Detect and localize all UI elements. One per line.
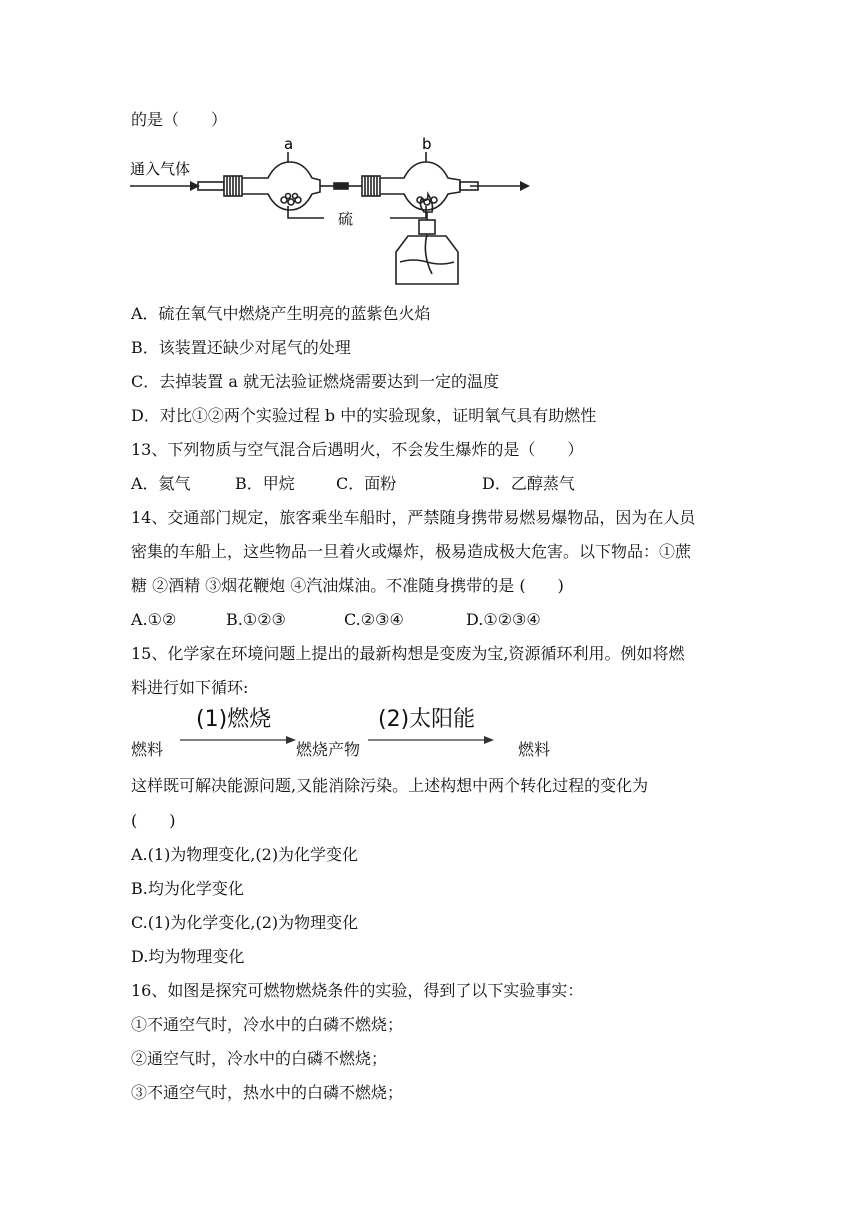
cycle-step2-label: (2)太阳能: [378, 707, 476, 732]
tube-a-label: a: [284, 135, 294, 153]
q16-stem: 16、如图是探究可燃物燃烧条件的实验，得到了以下实验事实：: [131, 981, 584, 1000]
q15-stem-line-1: 15、化学家在环境问题上提出的最新构想是变废为宝,资源循环利用。例如将燃: [131, 644, 685, 663]
q14-option-a: A.①②: [131, 610, 177, 629]
q16-fact-2: ②通空气时，冷水中的白磷不燃烧；: [131, 1049, 388, 1068]
q16-fact-1: ①不通空气时，冷水中的白磷不燃烧；: [131, 1015, 404, 1034]
q15-after-line-1: 这样既可解决能源问题,又能消除污染。上述构想中两个转化过程的变化为: [131, 776, 649, 795]
q15-option-b: B.均为化学变化: [131, 879, 244, 898]
q12-option-a: A．硫在氧气中燃烧产生明亮的蓝紫色火焰: [131, 304, 431, 323]
inlet-gas-label: 通入气体: [130, 160, 191, 178]
q15-stem-line-2: 料进行如下循环:: [131, 678, 249, 697]
q15-option-a: A.(1)为物理变化,(2)为化学变化: [131, 845, 359, 864]
q14-stem-line-3: 糖 ②酒精 ③烟花鞭炮 ④汽油煤油。不准随身携带的是 ( ): [131, 576, 564, 595]
q14-option-c: C.②③④: [344, 610, 404, 629]
q12-option-b: B．该装置还缺少对尾气的处理: [131, 338, 351, 357]
cycle-arrow-2: [368, 734, 498, 746]
combustion-apparatus-figure: [128, 134, 538, 294]
tube-b-label: b: [422, 135, 432, 153]
sulfur-label: 硫: [338, 210, 354, 228]
cycle-step1-label: (1)燃烧: [196, 707, 272, 732]
q12-stem-tail: 的是（ ）: [131, 110, 228, 129]
q13-option-d: D．乙醇蒸气: [482, 474, 575, 493]
q13-option-b: B．甲烷: [235, 474, 295, 493]
q13-option-c: C．面粉: [336, 474, 397, 493]
cycle-end-fuel: 燃料: [518, 740, 551, 759]
q14-stem-line-1: 14、交通部门规定，旅客乘坐车船时，严禁随身携带易燃易爆物品，因为在人员: [131, 508, 696, 527]
q15-option-d: D.均为物理变化: [131, 947, 245, 966]
q14-option-b: B.①②③: [226, 610, 286, 629]
q14-stem-line-2: 密集的车船上，这些物品一旦着火或爆炸，极易造成极大危害。以下物品：①蔗: [131, 542, 692, 561]
q12-option-c: C．去掉装置 a 就无法验证燃烧需要达到一定的温度: [131, 372, 499, 391]
q12-option-d: D．对比①②两个实验过程 b 中的实验现象，证明氧气具有助燃性: [131, 406, 597, 425]
cycle-middle-product: 燃烧产物: [296, 740, 361, 759]
q16-fact-3: ③不通空气时，热水中的白磷不燃烧；: [131, 1083, 404, 1102]
cycle-arrow-1: [180, 734, 300, 746]
q15-after-line-2: ( ): [131, 811, 176, 830]
q13-option-a: A．氦气: [131, 474, 191, 493]
q14-option-d: D.①②③④: [466, 610, 541, 629]
q15-option-c: C.(1)为化学变化,(2)为物理变化: [131, 913, 359, 932]
cycle-start-fuel: 燃料: [131, 740, 164, 759]
q13-stem: 13、下列物质与空气混合后遇明火，不会发生爆炸的是（ ）: [131, 440, 584, 459]
